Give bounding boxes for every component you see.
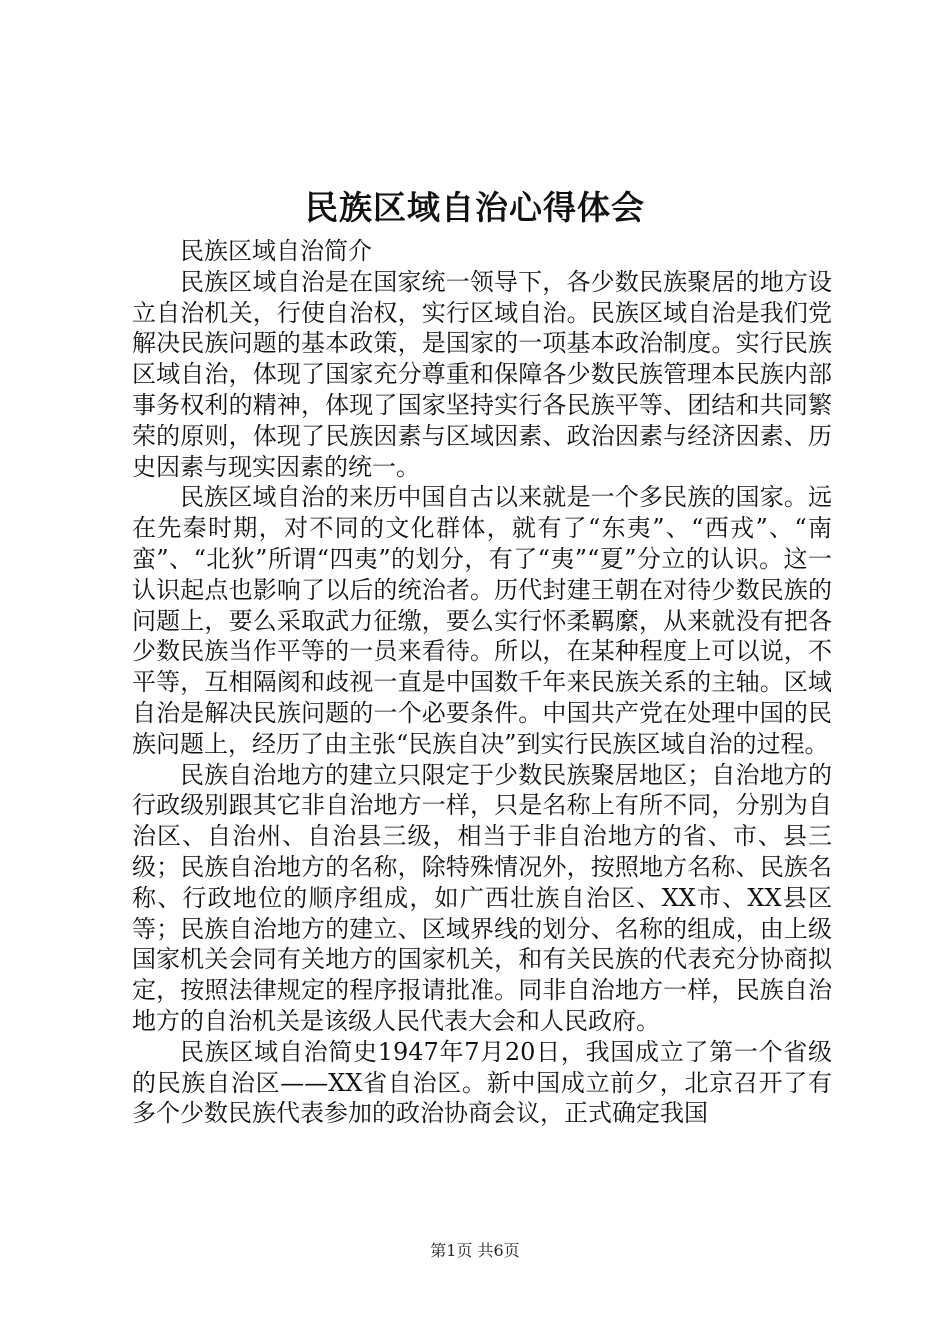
page-number-footer: 第1页 共6页	[430, 1241, 520, 1260]
paragraph-history-origin: 民族区域自治的来历中国自古以来就是一个多民族的国家。远在先秦时期，对不同的文化群体，就有了“东夷”、“西戎”、“南蛮”、“北狄”所谓“四夷”的划分，有了“夷”“夏”分立的认识。这一认识起点也影响了以后的统治者。历代封建王朝在对待少数民族的问题上，要么采取武力征缴，要么实行怀柔羁縻，从来就没有把各少数民族当作平等的一员来看待。所以，在某种程度上可以说，不平等，互相隔阂和歧视一直是中国数千年来民族关系的主轴。区域自治是解决民族问题的一个必要条件。中国共产党在处理中国的民族问题上，经历了由主张“民族自决”到实行民族区域自治的过程。	[132, 483, 832, 758]
paragraph-definition: 民族区域自治是在国家统一领导下，各少数民族聚居的地方设立自治机关，行使自治权，实行区域自治。民族区域自治是我们党解决民族问题的基本政策，是国家的一项基本政治制度。实行民族区域自治，体现了国家充分尊重和保障各少数民族管理本民族内部事务权利的精神，体现了国家坚持实行各民族平等、团结和共同繁荣的原则，体现了民族因素与区域因素、政治因素与经济因素、历史因素与现实因素的统一。	[132, 267, 832, 481]
document-body	[132, 236, 832, 1129]
paragraph-brief-history: 民族区域自治简史1947年7月20日，我国成立了第一个省级的民族自治区——XX省自治区。新中国成立前夕，北京召开了有多个少数民族代表参加的政治协商会议，正式确定我国	[132, 1037, 832, 1128]
paragraph-autonomous-areas: 民族自治地方的建立只限定于少数民族聚居地区；自治地方的行政级别跟其它非自治地方一样，只是名称上有所不同，分别为自治区、自治州、自治县三级，相当于非自治地方的省、市、县三级；民族自治地方的名称，除特殊情况外，按照地方名称、民族名称、行政地位的顺序组成，如广西壮族自治区、XX市、XX县区等；民族自治地方的建立、区域界线的划分、名称的组成，由上级国家机关会同有关地方的国家机关，和有关民族的代表充分协商拟定，按照法律规定的程序报请批准。同非自治地方一样，民族自治地方的自治机关是该级人民代表大会和人民政府。	[132, 760, 832, 1035]
section-heading-intro: 民族区域自治简介	[180, 237, 372, 265]
document-title: 民族区域自治心得体会	[305, 188, 645, 227]
